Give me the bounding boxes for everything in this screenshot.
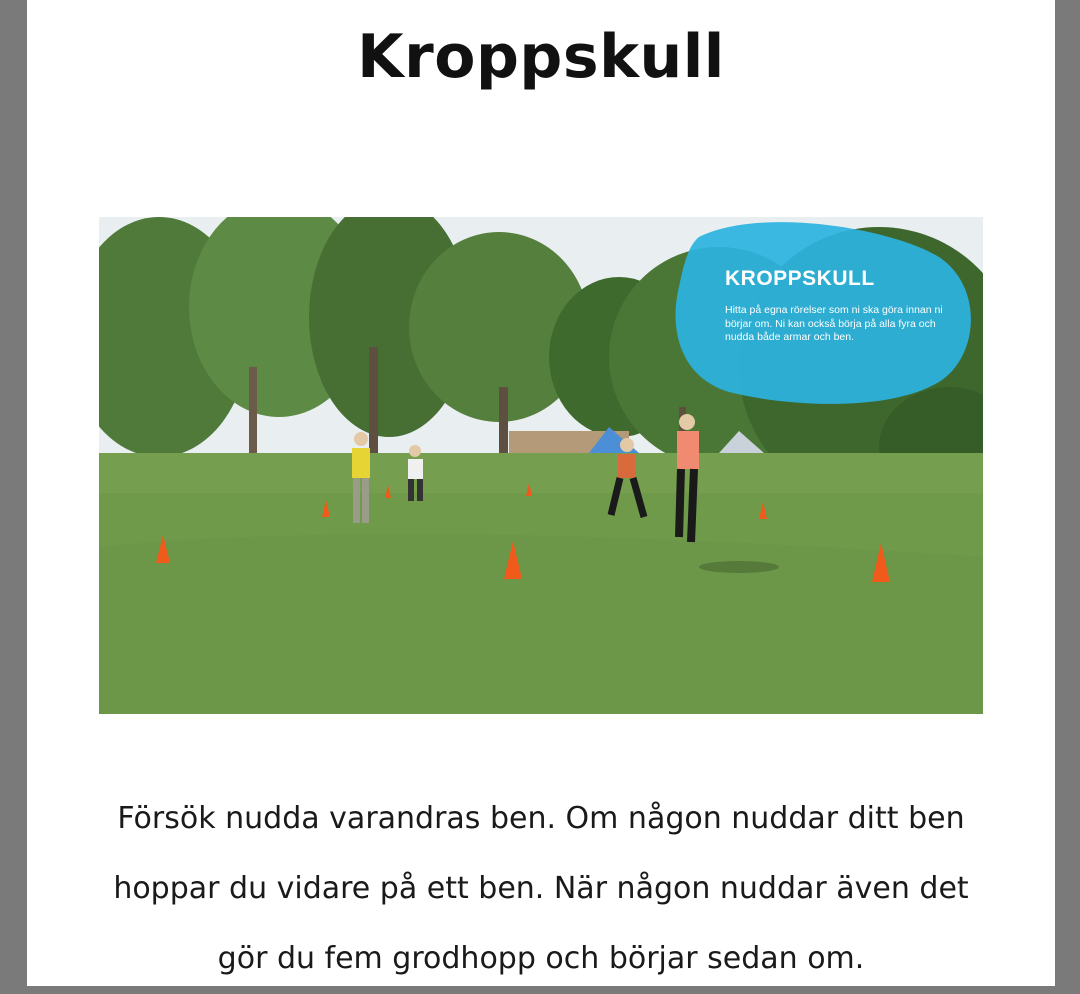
description-text: Försök nudda varandras ben. Om någon nuddar ditt ben hoppar du vidare på ett ben. När någon nuddar även det gör du fem grodhopp och börjar sedan om.: [113, 801, 969, 976]
content-page: [27, 0, 1055, 986]
video-overlay-title: KROPPSKULL: [725, 267, 875, 290]
video-frame[interactable]: [99, 217, 983, 714]
video-overlay-text: Hitta på egna rörelser som ni ska göra innan ni börjar om. Ni kan också börja på alla fyra och nudda både armar och ben.: [725, 304, 943, 343]
video-scene: [99, 217, 983, 714]
page-title: Kroppskull: [357, 22, 725, 92]
